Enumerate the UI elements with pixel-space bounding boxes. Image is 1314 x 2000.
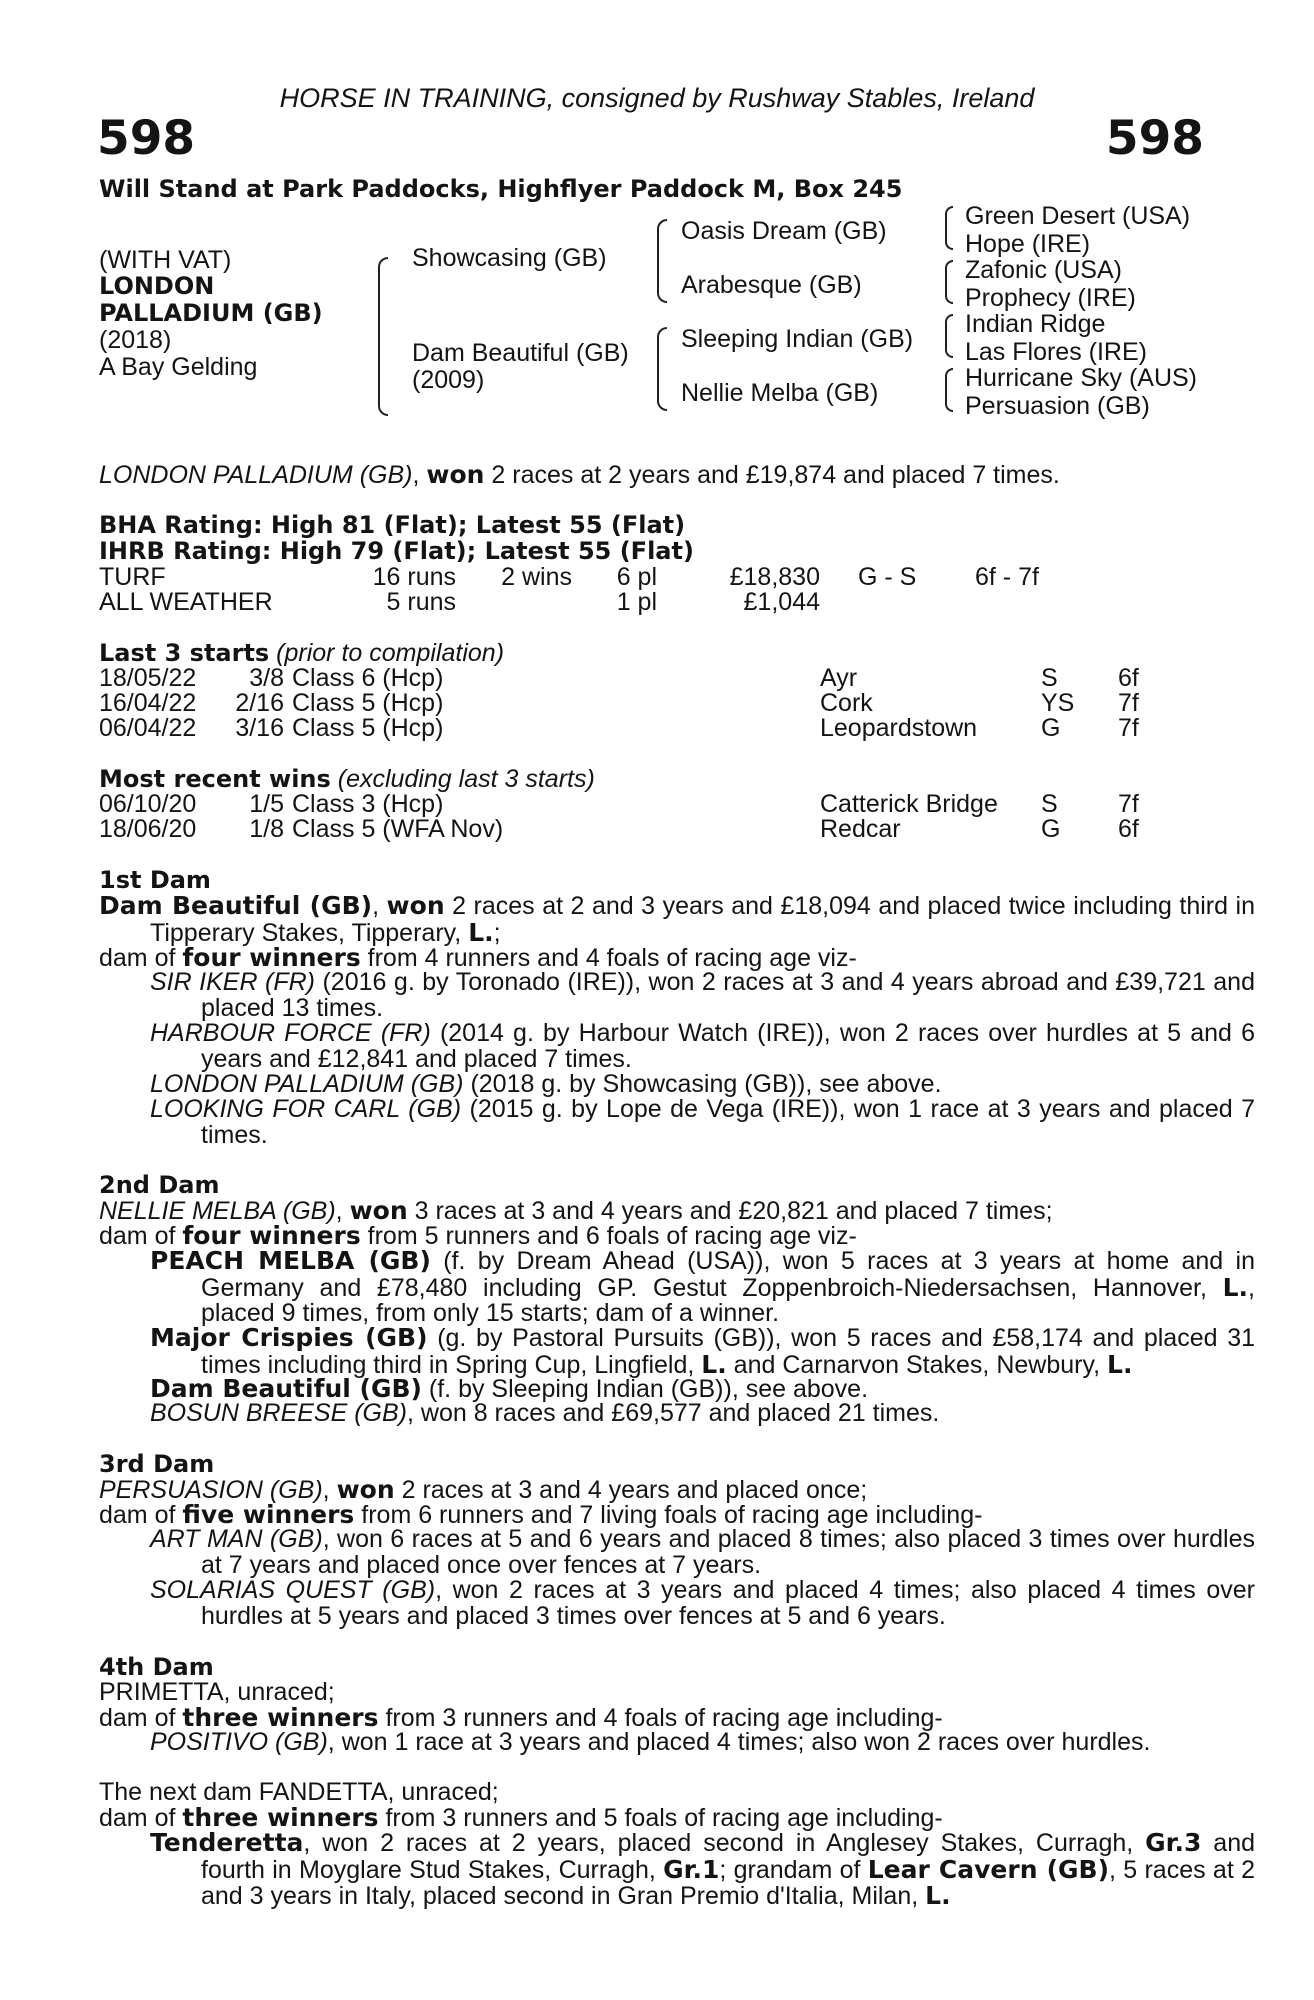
brace-gen4-2 [945, 260, 953, 304]
progeny-name: HARBOUR FORCE (FR) [150, 1019, 431, 1047]
sire-sire: Oasis Dream (GB) [681, 217, 887, 245]
progeny-name: SOLARIAS QUEST (GB) [150, 1576, 436, 1604]
progeny-name: LONDON PALLADIUM (GB) [150, 1070, 464, 1098]
dam2-progeny-4 [150, 1401, 1204, 1427]
progeny-name: POSITIVO (GB) [150, 1728, 328, 1756]
win-distance: 6f [1118, 815, 1139, 843]
progeny-text: (f. by Sleeping Indian (GB)), see above. [428, 1375, 869, 1403]
start-date: 18/05/22 [99, 664, 197, 692]
progeny-listed: L. [701, 1349, 727, 1379]
record-prize: £18,830 [729, 563, 820, 591]
win-class: Class 5 (WFA Nov) [292, 815, 504, 843]
start-position: 3/16 [235, 714, 284, 742]
dam2-winners: four winners [182, 1221, 361, 1250]
dam1-heading: 1st Dam [99, 866, 211, 894]
progeny-text: (2015 g. by Lope de Vega (IRE)), won 1 race at 3 years and placed 7 times. [201, 1095, 1256, 1149]
gen4-8: Persuasion (GB) [965, 392, 1150, 420]
horse-name-line1: LONDON [99, 272, 215, 300]
gen4-2: Hope (IRE) [965, 230, 1091, 258]
start-distance: 6f [1118, 664, 1139, 692]
progeny-text-end: , placed 9 times, from only 15 starts; dam of a winner. [201, 1273, 1255, 1327]
progeny-text: (2014 g. by Harbour Watch (IRE)), won 2 races over hurdles at 5 and 6 years and £12,841 and placed 7 times. [201, 1019, 1255, 1073]
dam3-text: 2 races at 3 and 4 years and placed once; [401, 1476, 868, 1504]
record-surface: TURF [99, 563, 166, 591]
start-going: S [1041, 664, 1058, 692]
win-date: 06/10/20 [99, 790, 197, 818]
gen4-1: Green Desert (USA) [965, 202, 1191, 230]
recent-wins-heading [99, 766, 595, 792]
start-date: 16/04/22 [99, 689, 197, 717]
progeny-name: Tenderetta [150, 1828, 304, 1857]
progeny-text: (2018 g. by Showcasing (GB)), see above. [470, 1070, 942, 1098]
progeny-text: (2016 g. by Toronado (IRE)), won 2 races at 3 and 4 years abroad and £39,721 and placed 13 times. [201, 968, 1255, 1022]
start-class: Class 5 (Hcp) [292, 714, 444, 742]
dam4-winners: three winners [182, 1703, 379, 1732]
dam2-record: NELLIE MELBA (GB), won 3 races at 3 and 4 years and £20,821 and placed 7 times; [99, 1196, 1053, 1225]
progeny-listed: L. [1107, 1349, 1133, 1379]
progeny-name: PEACH MELBA (GB) [150, 1246, 431, 1275]
progeny-text-mid: and Carnarvon Stakes, Newbury, [733, 1350, 1101, 1379]
start-distance: 7f [1118, 689, 1139, 717]
win-course: Redcar [820, 815, 901, 843]
dam3-name: PERSUASION (GB) [99, 1476, 323, 1504]
next-dam-name: The next dam FANDETTA, unraced; [99, 1778, 499, 1806]
dam2-progeny-1 [150, 1248, 1255, 1327]
last-starts-heading [99, 640, 504, 666]
dam3-progeny-1 [150, 1527, 1255, 1578]
dam3-progeny-2 [150, 1578, 1255, 1629]
dam1-dam-of-text: from 4 runners and 4 foals of racing age viz- [367, 944, 857, 972]
record-runs: 16 runs [372, 563, 456, 591]
progeny-name: Major Crispies (GB) [150, 1323, 428, 1352]
dam3-won: won [336, 1475, 395, 1504]
dam1-end: ; [493, 918, 501, 947]
summary-horse-name: LONDON PALLADIUM (GB) [99, 461, 413, 489]
next-dam-dam-of-text: from 3 runners and 5 foals of racing age including- [385, 1804, 943, 1832]
start-going: G [1041, 714, 1061, 742]
dam1-winners: four winners [182, 943, 361, 972]
last-starts-note: (prior to compilation) [276, 639, 505, 667]
progeny-name: SIR IKER (FR) [150, 968, 315, 996]
dam1-dam-of: dam of [99, 944, 176, 972]
dam1-progeny-4 [150, 1097, 1255, 1148]
stand-location: Will Stand at Park Paddocks, Highflyer Paddock M, Box 245 [99, 175, 903, 203]
gen4-5: Indian Ridge [965, 310, 1106, 338]
dam-sire: Sleeping Indian (GB) [681, 325, 914, 353]
group-3-label: Gr.3 [1145, 1828, 1202, 1857]
sire-dam: Arabesque (GB) [681, 271, 862, 299]
progeny-text: , won 2 races at 3 years and placed 4 times; also placed 4 times over hurdles at 5 years and placed 3 times over fences at 5 and 6 years. [201, 1576, 1255, 1630]
dam1-listed: L. [468, 917, 494, 947]
dam1-won: won [386, 891, 445, 920]
dam2-dam-of-text: from 5 runners and 6 foals of racing age viz- [367, 1222, 857, 1250]
start-distance: 7f [1118, 714, 1139, 742]
brace-gen4-3 [945, 314, 953, 358]
win-position: 1/8 [249, 815, 284, 843]
horse-name-line2: PALLADIUM (GB) [99, 299, 323, 327]
summary-text: 2 races at 2 years and £19,874 and placed 7 times. [491, 461, 1060, 489]
record-prize: £1,044 [743, 588, 820, 616]
sire: Showcasing (GB) [412, 244, 607, 272]
horse-description: A Bay Gelding [99, 353, 258, 381]
start-position: 2/16 [235, 689, 284, 717]
dam3-heading: 3rd Dam [99, 1450, 215, 1478]
win-course: Catterick Bridge [820, 790, 998, 818]
record-placed: 1 pl [616, 588, 657, 616]
horse-year: (2018) [99, 326, 172, 354]
dam2-text: 3 races at 3 and 4 years and £20,821 and placed 7 times; [414, 1197, 1053, 1225]
record-going: G - S [858, 563, 917, 591]
summary-won: won [426, 460, 485, 489]
progeny-listed: L. [1222, 1272, 1249, 1302]
win-position: 1/5 [249, 790, 284, 818]
start-going: YS [1041, 689, 1075, 717]
bha-rating: BHA Rating: High 81 (Flat); Latest 55 (Flat) [99, 511, 686, 539]
start-position: 3/8 [249, 664, 284, 692]
grand-progeny-name: Lear Cavern (GB) [867, 1854, 1109, 1884]
dam1-progeny-1 [150, 970, 1255, 1021]
dam: Dam Beautiful (GB) [412, 339, 629, 367]
dam1-name: Dam Beautiful (GB) [99, 891, 373, 920]
progeny-name: Dam Beautiful (GB) [150, 1374, 422, 1403]
dam4-progeny-1 [150, 1730, 1204, 1756]
dam4-dam-of-text: from 3 runners and 4 foals of racing age including- [385, 1704, 943, 1732]
vat-note: (WITH VAT) [99, 246, 232, 274]
win-distance: 7f [1118, 790, 1139, 818]
race-summary: LONDON PALLADIUM (GB), won 2 races at 2 years and £19,874 and placed 7 times. [99, 460, 1060, 489]
progeny-text: (g. by Pastoral Pursuits (GB)), won 5 races and £58,174 and placed 31 times including third in Spring Cup, Lingfield, [201, 1324, 1255, 1379]
record-runs: 5 runs [386, 588, 456, 616]
lot-number-left: 598 [97, 111, 196, 166]
gen4-6: Las Flores (IRE) [965, 338, 1147, 366]
ihrb-rating: IHRB Rating: High 79 (Flat); Latest 55 (Flat) [99, 537, 694, 565]
dam4-heading: 4th Dam [99, 1653, 214, 1681]
start-class: Class 6 (Hcp) [292, 664, 444, 692]
progeny-text-mid: and fourth in Moyglare Stud Stakes, Curragh, [201, 1829, 1256, 1884]
next-dam-progeny-1 [150, 1830, 1255, 1910]
gen4-7: Hurricane Sky (AUS) [965, 364, 1197, 392]
start-date: 06/04/22 [99, 714, 197, 742]
win-class: Class 3 (Hcp) [292, 790, 444, 818]
progeny-name: ART MAN (GB) [150, 1525, 323, 1553]
dam2-dam-of: dam of [99, 1222, 176, 1250]
dam1-progeny-3 [150, 1072, 1255, 1098]
progeny-name: LOOKING FOR CARL (GB) [150, 1095, 462, 1123]
dam3-dam-of-text: from 6 runners and 7 living foals of racing age including- [361, 1501, 983, 1529]
brace-sire-line [657, 219, 667, 303]
last-starts-title: Last 3 starts [99, 639, 270, 667]
progeny-listed: L. [925, 1881, 951, 1910]
start-course: Leopardstown [820, 714, 978, 742]
dam1-text: 2 races at 2 and 3 years and £18,094 and placed twice including third in Tipperary Stakes, Tipperary, [150, 892, 1255, 947]
dam2-progeny-2 [150, 1325, 1255, 1378]
dam4-dam-of: dam of [99, 1704, 176, 1732]
dam2-won: won [349, 1196, 408, 1225]
recent-wins-note: (excluding last 3 starts) [337, 765, 595, 793]
gen4-3: Zafonic (USA) [965, 256, 1122, 284]
progeny-text-end: , 5 races at 2 and 3 years in Italy, placed second in Gran Premio d'Italia, Milan, [201, 1855, 1255, 1910]
brace-sire-dam [378, 257, 388, 416]
dam4-name: PRIMETTA, unraced; [99, 1678, 335, 1706]
progeny-text-mid2: ; grandam of [719, 1855, 861, 1884]
dam2-heading: 2nd Dam [99, 1171, 220, 1199]
group-1-label: Gr.1 [663, 1854, 720, 1884]
lot-number-right: 598 [1105, 111, 1204, 166]
gen4-4: Prophecy (IRE) [965, 284, 1136, 312]
record-surface: ALL WEATHER [99, 588, 273, 616]
record-wins: 2 wins [501, 563, 572, 591]
dam1-record: Dam Beautiful (GB), won 2 races at 2 and 3 years and £18,094 and placed twice including third in Tipperary Stakes, Tipperary, L.; [99, 891, 1255, 947]
start-course: Cork [820, 689, 873, 717]
win-date: 18/06/20 [99, 815, 197, 843]
next-dam-winners: three winners [182, 1803, 379, 1832]
record-distance: 6f - 7f [975, 563, 1039, 591]
win-going: S [1041, 790, 1058, 818]
progeny-text: , won 6 races at 5 and 6 years and placed 8 times; also placed 3 times over hurdles at 7 years and placed once over fences at 7 years. [201, 1525, 1256, 1579]
dam-dam: Nellie Melba (GB) [681, 379, 879, 407]
win-going: G [1041, 815, 1061, 843]
brace-dam-line [657, 327, 667, 411]
progeny-text: (f. by Dream Ahead (USA)), won 5 races at 3 years at home and in Germany and £78,480 including GP. Gestut Zoppenbroich-Niedersachsen, Hannover, [201, 1247, 1255, 1302]
next-dam-dam-of: dam of [99, 1804, 176, 1832]
start-course: Ayr [820, 664, 858, 692]
progeny-text: , won 8 races and £69,577 and placed 21 times. [407, 1399, 940, 1427]
record-placed: 6 pl [616, 563, 657, 591]
start-class: Class 5 (Hcp) [292, 689, 444, 717]
dam2-name: NELLIE MELBA (GB) [99, 1197, 336, 1225]
progeny-text: , won 2 races at 2 years, placed second in Anglesey Stakes, Curragh, [303, 1829, 1134, 1857]
consignment-line: HORSE IN TRAINING, consigned by Rushway Stables, Ireland [279, 83, 1035, 113]
brace-gen4-1 [945, 206, 953, 250]
dam3-winners: five winners [182, 1500, 355, 1529]
recent-wins-title: Most recent wins [99, 765, 331, 793]
dam1-progeny-2 [150, 1021, 1255, 1072]
dam-year: (2009) [412, 366, 485, 394]
progeny-name: BOSUN BREESE (GB) [150, 1399, 407, 1427]
progeny-text: , won 1 race at 3 years and placed 4 times; also won 2 races over hurdles. [327, 1728, 1151, 1756]
dam3-dam-of: dam of [99, 1501, 176, 1529]
dam3-record: PERSUASION (GB), won 2 races at 3 and 4 years and placed once; [99, 1475, 868, 1504]
brace-gen4-4 [945, 368, 953, 412]
